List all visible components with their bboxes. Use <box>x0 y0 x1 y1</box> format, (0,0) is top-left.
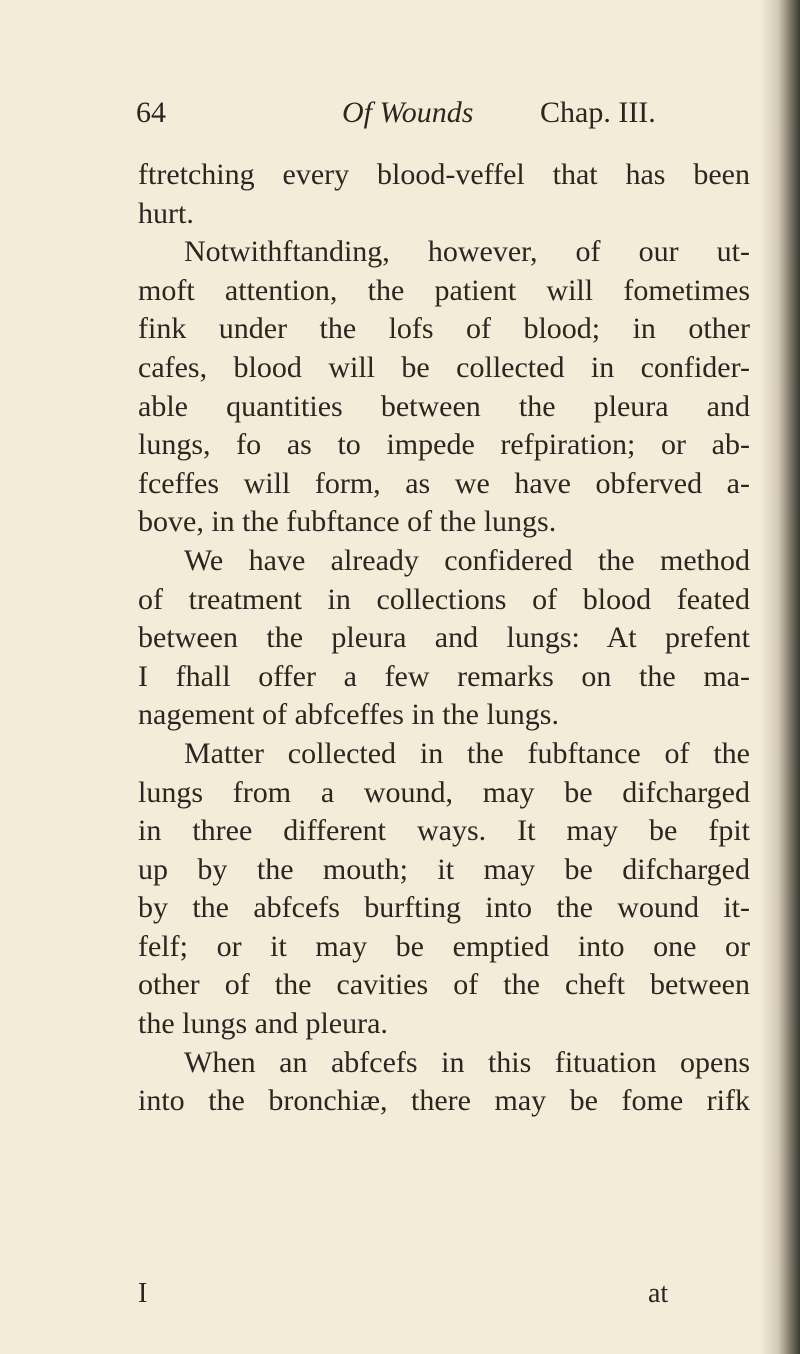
text-line: up by the mouth; it may be difcharged <box>138 852 750 886</box>
text-line: We have already confidered the method <box>184 543 750 577</box>
page-edge-shadow <box>760 0 800 1354</box>
text-line: felf; or it may be emptied into one or <box>138 929 750 963</box>
text-line: between the pleura and lungs: At prefent <box>138 621 750 655</box>
running-header <box>136 96 736 146</box>
text-line: fink under the lofs of blood; in other <box>138 312 750 346</box>
text-line: the lungs and pleura. <box>138 1007 388 1041</box>
text-line: nagement of abfceffes in the lungs. <box>138 698 559 732</box>
body-text <box>138 156 750 1121</box>
page-number: 64 <box>136 96 166 129</box>
page-footer <box>138 1278 738 1318</box>
text-line: fceffes will form, as we have obferved a- <box>138 466 750 500</box>
text-line: into the bronchiæ, there may be fome rifk <box>138 1084 750 1118</box>
chapter-label: Chap. III. <box>540 96 656 129</box>
running-title: Of Wounds <box>342 96 474 129</box>
text-line: lungs, fo as to impede refpiration; or ab- <box>138 428 750 462</box>
text-line: of treatment in collections of blood feated <box>138 582 750 616</box>
text-line: other of the cavities of the cheft between <box>138 968 750 1002</box>
text-line: Matter collected in the fubftance of the <box>184 736 750 770</box>
signature-mark: I <box>138 1278 148 1309</box>
catchword: at <box>648 1278 669 1309</box>
text-line: lungs from a wound, may be difcharged <box>138 775 750 809</box>
text-line: cafes, blood will be collected in confider- <box>138 350 750 384</box>
text-line: in three different ways. It may be fpit <box>138 814 750 848</box>
text-line: hurt. <box>138 196 194 230</box>
text-line: ftretching every blood-veffel that has been <box>138 158 750 191</box>
text-line: I fhall offer a few remarks on the ma- <box>138 659 750 693</box>
text-line: bove, in the fubftance of the lungs. <box>138 505 557 539</box>
text-line: When an abfcefs in this fituation opens <box>184 1045 750 1079</box>
text-line: Notwithftanding, however, of our ut- <box>184 235 750 269</box>
text-line: moft attention, the patient will fometimes <box>138 273 750 307</box>
text-line: by the abfcefs burfting into the wound it- <box>138 891 750 925</box>
text-line: able quantities between the pleura and <box>138 389 750 423</box>
